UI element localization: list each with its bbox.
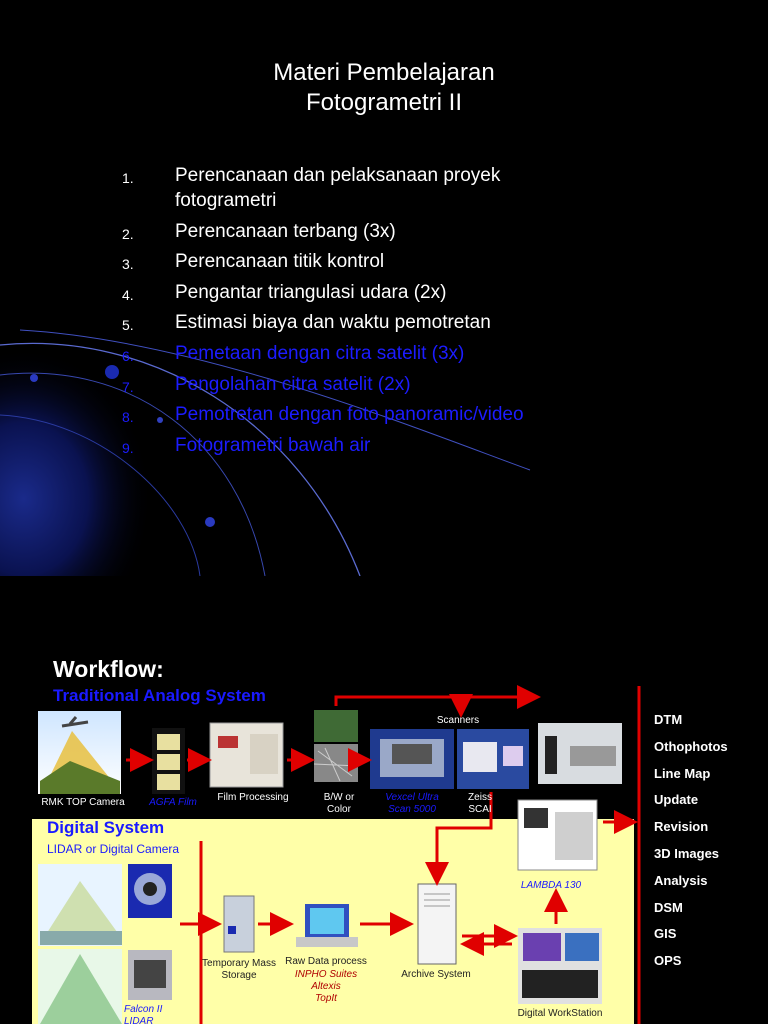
list-item (122, 163, 582, 213)
output-item: GIS (654, 926, 677, 942)
rmk-camera-caption: RMK TOP Camera (41, 797, 125, 808)
traditional-system-title: Traditional Analog System (53, 686, 266, 705)
item-text: Pengantar triangulasi udara (2x) (175, 281, 447, 303)
item-text: Perencanaan terbang (3x) (175, 220, 396, 242)
output-item: OPS (654, 953, 682, 969)
item-number: 2. (122, 225, 134, 242)
vexcel-scanner-image (370, 729, 454, 789)
title-line-2: Fotogrametri II (305, 89, 463, 116)
item-text: Perencanaan titik kontrol (175, 251, 385, 273)
item-text: Pengolahan citra satelit (2x) (175, 373, 411, 395)
workflow-title: Workflow: (53, 656, 164, 682)
item-text: Pemetaan dengan citra satelit (3x) (175, 342, 465, 364)
list-item (122, 310, 582, 335)
slide-title (0, 58, 768, 118)
bw-color-caption: B/W or Color (323, 792, 355, 815)
item-number: 6. (122, 347, 134, 364)
title-line-1: Materi Pembelajaran (273, 59, 495, 86)
output-item: Update (654, 792, 699, 808)
operator-photo (538, 723, 622, 784)
film-icon (152, 728, 185, 794)
falcon-unit-image (128, 950, 172, 1000)
output-item: DSM (654, 899, 683, 915)
digital-system-subtitle: LIDAR or Digital Camera (47, 842, 180, 856)
list-item (122, 280, 582, 305)
output-item: 3D Images (654, 845, 720, 861)
topic-list (122, 163, 582, 463)
item-text: Perencanaan dan pelaksanaan proyek fotogrametri (175, 165, 501, 211)
archive-server-image (418, 884, 456, 964)
lidar-scene-image (38, 864, 122, 946)
temporary-storage-caption: Temporary Mass Storage (202, 958, 276, 981)
lambda-caption: LAMBDA 130 (520, 880, 582, 891)
item-number: 7. (122, 378, 134, 395)
lidar-swath-image (38, 949, 122, 1024)
item-text: Pemotretan dengan foto panoramic/video (175, 404, 524, 426)
agfa-film-caption: AGFA Film (149, 797, 197, 808)
scanners-caption: Scanners (436, 715, 480, 726)
zeiss-caption: Zeiss SCAI (468, 792, 492, 815)
raw-data-computer-image (296, 904, 358, 947)
output-item: Othophotos (654, 738, 728, 754)
digital-workstation-image (518, 928, 602, 1004)
raw-data-caption: Raw Data process (285, 956, 367, 967)
item-number: 9. (122, 439, 134, 456)
bw-photo-image (314, 710, 358, 782)
item-text: Fotogrametri bawah air (175, 434, 371, 456)
archive-system-caption: Archive System (401, 969, 471, 980)
list-item (122, 341, 582, 366)
item-number: 8. (122, 409, 134, 426)
storage-drive-image (224, 896, 254, 952)
lambda-130-image (518, 800, 597, 870)
output-item: DTM (654, 712, 683, 727)
item-number: 4. (122, 286, 134, 303)
list-item (122, 219, 582, 244)
film-processor-image (210, 723, 283, 787)
film-processing-caption: Film Processing (217, 792, 289, 803)
item-number: 3. (122, 256, 134, 273)
vexcel-caption: Vexcel Ultra Scan 5000 (385, 792, 439, 815)
zeiss-scanner-image (457, 729, 529, 789)
output-item: Revision (654, 819, 709, 835)
digital-workstation-caption: Digital WorkStation (517, 1008, 603, 1019)
list-item (122, 433, 582, 458)
output-item: Analysis (654, 872, 708, 888)
item-number: 5. (122, 317, 134, 334)
list-item (122, 402, 582, 427)
digital-system-title: Digital System (47, 818, 165, 837)
output-item: Line Map (654, 765, 711, 781)
list-item (122, 372, 582, 397)
rmk-camera-image (38, 711, 121, 794)
slide-2 (0, 576, 768, 1024)
output-products-list (654, 707, 728, 975)
altexis-caption: Altexis (311, 981, 341, 992)
topit-caption: TopIt (315, 993, 337, 1004)
list-item (122, 249, 582, 274)
lidar-sensor-image (128, 864, 172, 918)
inpho-caption: INPHO Suites (294, 969, 358, 980)
item-text: Estimasi biaya dan waktu pemotretan (175, 312, 491, 334)
falcon-caption: Falcon II LIDAR (124, 1004, 163, 1024)
item-number: 1. (122, 170, 134, 186)
